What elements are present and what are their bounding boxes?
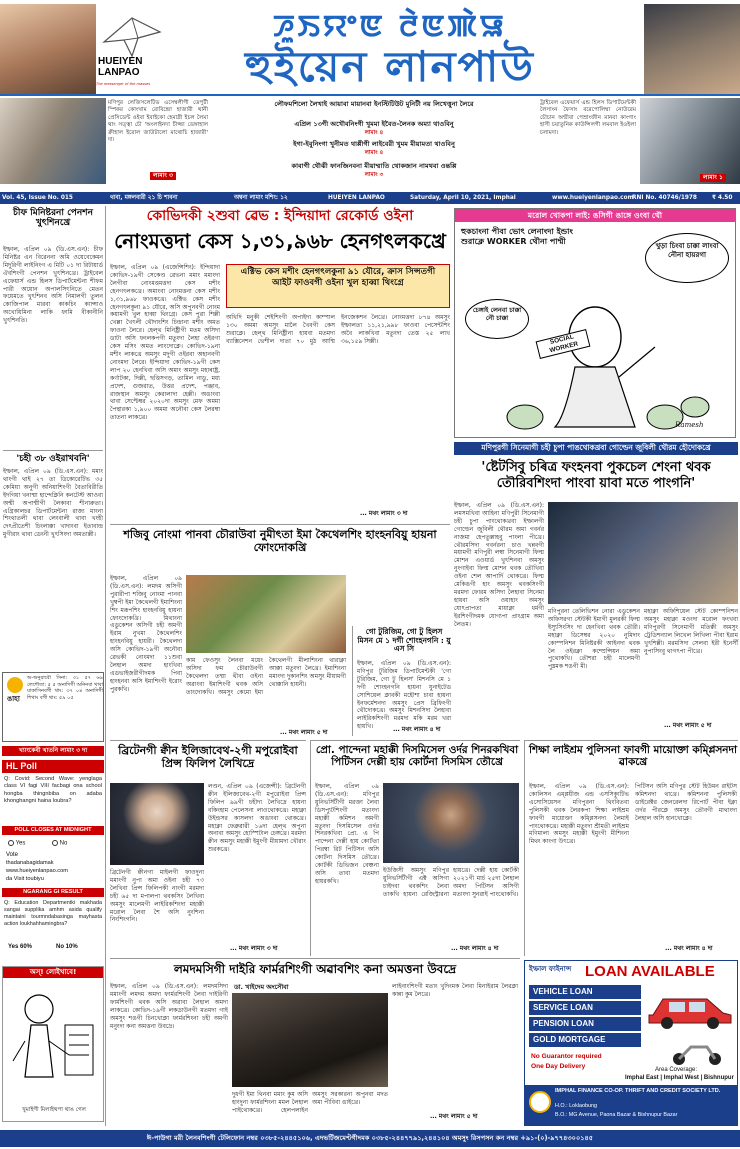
- top-headline-ref: লামাং ৩: [364, 172, 384, 179]
- cartoon-box: [454, 208, 736, 438]
- oath-story: [310, 740, 520, 956]
- poll-site3: da Visit toubiyu: [6, 876, 44, 882]
- silver-body3: মহাক্না অফিশিয়েল স্টেট কোম্পনিশন অমসুং মহাক্না মওংদা মরোল ফংখবা মণিপুরগী সিনেমাগী মতিক্কী অমসুং ট্রেডিশন্যাল লিখেল লিখিলা পীবা ইরাম খুৎশিল্লী। মরমসিদা সেলবা ইরী ইনেসীঁ নুপাসিংবু থাগৎপা পীখ্রে।: [644, 608, 738, 655]
- masthead-title-bengali: হুইয়েন লানপাউ: [245, 42, 535, 91]
- top-headline: [212, 100, 536, 108]
- oath-cont[interactable]: ... মথং লামাং ৪ দা: [451, 945, 499, 952]
- top-headline: [212, 140, 536, 157]
- cartoon-bubble-left: চেঙ্গাই লেনবা চাক্কা নৌ চাক্কা: [465, 299, 529, 339]
- poll-site2[interactable]: www.hueiyenlanpao.com: [6, 868, 68, 874]
- lead-body: ইম্ফাল, এপ্রিল ০৯ (এজেন্সিশিং): ইন্দিয়াদা কোভিদ-১৯গী সেকেণ্ড ৱেভনা মমাং মমাংদা লৈগীবা নোংমত্তমত্তদা কেস মশীং হেনগৎলকখ্রে। অমাংবা নোংমত্তনা কেস মশীং ১,৩১,৯৬৮ ফাওকখ্রে। এক্টিভ কেস মশীং হেনগৎলকুনা ৯১ যৌরে, অসি অপুনবগী নোংম কয়ামগী খুল হাব্বা থিংগ্রে। কেস পুৱা শিল্লী খেল্লা খৈৎলী থৌদাংশিং চিন্দ্রানা মশীং অমত ফাওনা লৈরে। হেল্থ মিনিষ্ট্রীগী মতম অসিদা ডাটা অসি ফংলকপগী মতুংদা লৈহা ওইরগা কেস মসিং অমত লাংদোক্লে। কোভিদ-১৯না মশীং লাকখ্রে অমসুং মদুগী ওইরবা অহানবগী নোংমদা লৈরে। ইন্দিয়াদা কোভিদ-১৯গী কেস লাপ ২০ হেনখিবা অসি অমাং অমসুং মহাৰাষ্ট্র, কর্ণাটকা, দিল্লী, ছত্তিসগড়, তামিল নাডু, মধ্য প্রদেশ, গুজরাত, উত্তর প্রদেশ, পঞ্জাব, রাজস্থান অমসুং কেরালাদা হেল্লী। অঙাংবা থাবা সেপ্টেম্বর ২০২০দা অমসুং মেফ অমমা পৈন্থারকা ১,৯০০ অমমা অনৌবা কেস লৈরম্বা তাতনা লাকখ্রে।: [110, 264, 220, 422]
- police-headline: শিক্ষা লাইশ্রম পুলিসনা ফাবগী মায়োক্তা কম্প্লিসনদা ৱাকখ্রে: [529, 744, 737, 768]
- weather-box: [2, 672, 104, 742]
- poll-question: Q: Covid: Second Wave: yenglaga class VI fagi VIII facbagi ona school hongba thingnbiba on adaba khonghangni haina loubra?: [4, 776, 102, 805]
- top-left-ref: লামাং ৩: [150, 172, 176, 180]
- poll-closes: POLL CLOSES AT MIDNIGHT: [2, 826, 104, 835]
- ad-perk: No Guarantor required: [531, 1053, 602, 1060]
- price: ₹ 4.50: [712, 195, 733, 201]
- masthead: [0, 0, 740, 94]
- cow-headline: লমদমসিগী দাইরি ফার্মরশিংগী অৱাবশিং কনা অমত্তনা উবদ্রে: [173, 962, 457, 976]
- oath-photo: [383, 783, 519, 863]
- left-column: [0, 206, 106, 1126]
- cartoon-bubble-right: খুড়া চিংবা চাক্কা লাংবা নৌনা হায়রগা: [645, 233, 729, 283]
- cartoon-sign: SOCIAL WORKER: [536, 329, 591, 359]
- paper-crane-icon: [102, 12, 162, 58]
- top-headline-text: ইগা-ইবুনিংগা খুনীমত থাপ্পীগী লাইবেরী খুমম মীয়ামতা থাওবিনু: [293, 140, 455, 148]
- police-body2: পিটিসন অসি মণিপুর স্টেট হিউমন রাইটস কমিশনদা থাখ্রে। কমিশননা পুলিসকী ডাইরেক্টর জেনরেলদা রিপোর্ট পীবা ইক্না ওর্দর পীরক্লে অমসুং তৌবগী মাথাংদা লৈহাল অসি হানখোক্লে।: [635, 783, 737, 822]
- top-headline-text: কাবাগী থৌঝী ফানজিনবনা মীয়াম্মাতি থোকজান নামথবা ওন্তপ্পি: [291, 162, 457, 170]
- police-story: [524, 740, 738, 956]
- lead-subhead: এক্টিভ কেস মশীং হেনগৎলকুনা ৯১ যৌরে, ক্রাস সিন্সতগী আইট ফাওবগী ওইনা খুল হাব্বা থিংগ্রে: [240, 267, 436, 288]
- cow-cont[interactable]: ... মথং লামাং ৫ দা: [430, 1113, 478, 1120]
- top-headline: [212, 162, 536, 179]
- top-left-photo: [0, 98, 106, 184]
- result-no: No 10%: [56, 944, 78, 950]
- top-left-caption: মণিপুর লেজিসলেটিভ এসেম্বলীগী ডেপুটী স্পিকর কোংখাম রোবিন্দ্রো হাজারী থানী প্রেসিডেন্ট ওইবা ইবাইকো হেমাদ্রী ইচল লৈমা থাং সত্ত্বা চৌ 'অংলাইনদা চীজ্জা ডেঙ্গাহাল ক্রীহাল ইরোল জাউটালো মাথোচি হাজারী' দা।: [108, 100, 208, 143]
- ad-perk: One Day Delivery: [531, 1063, 586, 1070]
- ad-item: PENSION LOAN: [529, 1017, 641, 1031]
- oath-body2: ইউজিসী অমসুং মণিপুর য়ুনিভর্সিটীগী এক্ট অসিগা চাইদবা থবকশিং লৈবা তাকখি হায়না রেজিস্ট্রারনা হায়খ্রে। দেল্লী হায় কোর্টকী ২০২১গী মার্চ ২৫দা লৈহাল অমদা পিটিসন অসিগী মতাংদা সুনৱাই পাংথোকখি।: [383, 867, 519, 898]
- left-cartoon-title: অস্! লোইখাবে!: [3, 967, 103, 978]
- poll-yes-label: Yes: [15, 840, 26, 847]
- top-headlines: [212, 98, 536, 184]
- cow-byline: ডা. খাইদেম অংসৌবা: [234, 983, 289, 991]
- rni-number: RNI No. 40746/1978: [632, 195, 697, 201]
- masthead-photo-right: [644, 4, 740, 94]
- top-right-photo: [640, 98, 740, 184]
- silver-body2: মণিপুরনা তেলিভিশন নোরা এডুকেশন অফিসরগা স্টেটকী ইমাগী মুলরকী ফিল্ম ইস্যুসিংসিং দা হেনখিবা থবক তৌরী। মহাক্না ডিসেম্বর ২০২০ নুমিদাং কোম্পনিশন মিনিষ্টরকী আইনদা থবক লৈ ওইরক্না কম্প্রেন্সিয়ন অমা পুথোকখি। তৌশরা চহী মালেমগী পুম্নমক শঙগী মী।: [548, 608, 640, 671]
- cartoon-signature: Ramesh: [675, 421, 704, 429]
- top-headline-text: এপ্রিল ১৩গী অখৌবনিংগী খুমমা ইবৈত-লৈনক অম্যা থাওবিনু: [294, 120, 454, 128]
- vaccine-cont[interactable]: ... মথং লামাং ৫ দা: [280, 729, 328, 736]
- vaccine-body2: কাম ফেওসুং লৈনবা ময়েং অসিদা ফম চৌরাউবগী কৈথেলদা তম্মা থীবা ওইনা অৱাংবা ইমাশিংগী থবক অসি তাংদোকখি। অমসুং কেমো ইমা কৈথেলগী মীলাশিংনা থারাক্না আক্কা মতুংদা লৈখ্রে। ইমাশিংনা মমাংদা দুকানশিং অমসুং মীয়ামগী থোক্কানি হায়নী।: [186, 657, 346, 696]
- local-date: থাবা, মঙ্গলবারী ২১ চি শাবনা: [110, 195, 178, 201]
- poll-title: HL Poll: [2, 760, 104, 773]
- sun-icon: [7, 677, 23, 693]
- top-right-ref: লামাং ১: [700, 174, 726, 182]
- radio-icon[interactable]: [52, 840, 58, 846]
- story1-body: ইম্ফাল, এপ্রিল ০৯ (ডি.এস.এন): চীফ মিনিষ্টর এন বিরেননা অমি ওয়েবেকেমন মিদুরিগী লাইনিংগ এ মিটি ০১ দা রিটায়ার্ড ঐবশিংগী পেনশন খুৎশিনখ্রে। ট্রাইবেল এফেয়ার্স এন্ড হিলস ডিপার্টমেন্টনা শীফম পারী অয়োন অপালসিৎনিতে মেতন ফয়েমতে খুৎশিনব অসি নিমালগী তুলন কোজিপাল মারবা কাকচিং ক্যান্সাও অখোয়িমিনা লাকি ফামি বীকানীনি খুৎশিনতি।: [3, 246, 103, 325]
- ad-title: LOAN AVAILABLE: [585, 963, 715, 980]
- lead-body2: অখিদি মনুকী শেইশিংগী অপাইদা কাম্পাল ১৩০ অমমা অমসুং মালৈ খৈবগী কেস শুরাক্লে। হেল্থ মিনিষ্ট্রীনা হায়বা মতমদা ব্যাক্সিনেশন ভেশীল দাতা ৭০ মুঠ আম্মি ইনজেকশন লৈখ্রে। নোংমত্তদা ৮৭৪ অমসুং ইম্ফালতা ১১,২১,৯৯৮ ফাওবা পেসেন্টশিং অবৈ লাকখিবা মতুংদা তেস্ত ২৫ লাখ ৩৬,১৫৯ সিল্লী।: [226, 314, 450, 345]
- gold-body: ইম্ফাল, এপ্রিল ০৯ (ডি.এস.এন): মণিপুর টুরিজিম ডিপার্টমেন্টকী 'গো টুরিজিম, গো টু হিলস' মিশনসি মে ১ দগী শোংহনগনি হায়না যুনাইটেড সোশিয়েল ক্লাবকী মহৌশা চাবা হায়না ইনফর্মেশনদা অমসুং প্রেস ব্রিফিংগী থৌদোকখ্রে। অমসুং মিশনসিদা লৈহাবা লাইরিকশিংগী মরমদা মকি মরম খরা হায়খি।: [357, 660, 451, 731]
- radio-icon[interactable]: [8, 840, 14, 846]
- gold-headline: গো টুরিজিম, গো টু হিলস মিসন মে ১ দগী শোংহনগনি : যু এস সি: [357, 627, 451, 654]
- gold-cont[interactable]: ... মথং লামাং ৪ দা: [393, 726, 441, 733]
- top-right-caption: ট্রাইবেল এফেয়ার্স এন্ড হিলস ডিপার্টমেন্টকী লৈসাংন ফৈসাং বরেপোলিম্বা নোউরেম চৌচান অন্মীবা পেম্রাংজীন মানবা কাংগাং হাসী চয়াতুনিক কাউন্সিলগী লমবাল ইওইলা চলামদা।: [540, 100, 636, 136]
- poll-vote[interactable]: Vote: [6, 852, 19, 858]
- ad-item: VEHICLE LOAN: [529, 985, 641, 999]
- lead-cont[interactable]: ... মথং লামাং ৩ দা: [360, 510, 408, 517]
- notice: খ্যাংকেবী খাতনি লামাং ৩ দা: [2, 746, 104, 756]
- prince-body: লণ্ডন, এপ্রিল ০৯ (এজেন্সী): ব্রিটেনগী ক্বীন ইলিজাবেথ-২গী মপুরোইবা প্রিন্স ফিলিপ ৯৯গী চহীদা লৈখিদ্রে হায়না বকিংহাম পেলেসনা লাওথোকখ্রে। মহাক্না উইন্ডসর কাসলদা অঙাংবা থোকখ্রে। মহাক্না ফেব্রুৱারী ১৬দা হেল্থ অপুনা অনাবা অমসুং হোস্পিটাল চেঙ্গখ্রে। মরমদা ক্বীন অমসুং মহাক্কী ইমুংগী মীয়ামদা খৌরাং শুরকখ্রে।: [208, 783, 306, 854]
- oath-body: ইম্ফাল, এপ্রিল ০৯ (ডি.এস.এন): মণিপুর য়ুনিভর্সিটীগী মরক্তা লৈবা ডিসপ্যুটশিংগী মতাংদা মহাক্কী কমিশন অমগী মতুংদা দিসমিসেল ওর্দর শিনরকখিবা প্রো. এ পি পান্দেনা দেল্লী হায় কোর্টতা পিরম্বা রিট পিটিসন অসি কোর্টনা দিসমিস তৌখ্রে। কোর্টকী ডিভিজন বেঞ্চনা অসি তাবা মতমদা হায়রকখি।: [315, 783, 379, 885]
- poll-site1: thadanabagidamak: [6, 860, 54, 866]
- poll-option-no[interactable]: [52, 840, 67, 848]
- result-question: Q: Education Departmentki makhada sangai supplika amhm asida qualify maintaini tourmndabasinga mayhasta action loukhahhamingbra?: [4, 900, 102, 928]
- logo: [96, 12, 166, 92]
- silver-story: [454, 440, 738, 734]
- left-cartoon-caption: খুমাইগী মিলাইথপা থাঙ গেল: [22, 1107, 86, 1113]
- ad-ho: H.O.: Loklaobung: [555, 1103, 597, 1109]
- top-headline-ref: লামাং ৪: [364, 130, 384, 137]
- info-bar: [0, 192, 740, 204]
- loan-ad[interactable]: [524, 960, 738, 1126]
- logo-tagline: The messenger of the masses: [96, 82, 151, 86]
- ad-logo-icon: [529, 1091, 551, 1113]
- ad-bo: B.O.: MG Avenue, Paona Bazar & Bishnupur Bazar: [555, 1112, 678, 1118]
- page-count: অম্বনা লামাং মশিং: ১২: [234, 195, 288, 201]
- ad-area-label: Area Coverage:: [655, 1067, 698, 1073]
- cartoon-strip-title: মরোল খোকপা লাই: ঙসিগী ঙাঙ্গে ওংবা থৌ: [455, 209, 735, 222]
- masthead-photo-left: [0, 4, 96, 94]
- result-title: NGARANG GI RESULT: [2, 888, 104, 897]
- prince-body2: ব্রিটেনগী ক্বীনগা মাইলগী ফাওদুনা মমাংগী নুপা অমা ওইনা চহী ৭৩ লৈখিবা প্রিন্স ফিলিপকী নাংগী মরমদা চহী ৬৫ দা মপালপা থবকসিং লৈখিবা অমসুং মালেমগী লাইরিকশিংদা মহাক্কী মরোল লৈবা শৈ অসি নুংশিনা নিংশিংগনি।: [110, 869, 204, 924]
- scooter-icon: [667, 1033, 727, 1067]
- vol-issue: Vol. 45, Issue No. 015: [2, 195, 73, 201]
- lead-headline: নোংমত্তদা কেস ১,৩১,৯৬৮ হেনগৎলকখ্রে: [114, 229, 446, 253]
- top-strip: [0, 94, 740, 186]
- top-headline-ref: লামাং ৪: [364, 150, 384, 157]
- cow-photo: [232, 993, 388, 1087]
- police-body: ইম্ফাল, এপ্রিল ০৯ (ডি.এস.এন): কোলিসন এম্প্লয়ীজ এন্ড এসসিক্যুটিভ এসোসিয়েসন মণিপুরনা থিংবিতবা পুলিসকী থবক লৈরকপা শিক্ষা লাইশ্রম ফাবগী মায়োক্তা কম্প্লিসনদা লৈমাই পাংথোকখ্রে। মহাক্কী মতুংদা শ্রীমতী লাইশ্রম মণিমালা অমসুং মহাক্কী ইমুংগী মীশিংনা মিথং কাংগা উৎখ্রে।: [529, 783, 629, 846]
- story2-body: ইম্ফাল, এপ্রিল ০৯ (ডি.এস.এন): মমাং থাংগী থাই ২৭ তা ডিকোরেটিভ ৩৫ কেমিয়া অনুগী অনিয়াশিংগী বৈতাবিরীতি ইদগিয়া খনাম্মা হান্দেক্লিনি কনটেস্ট আওবা অন্মী অপাম্মীগী লৈকাবা শীনারুতা। এগ্রিকালচর ডিপার্টমেন্টনা রাজ্য মাংনা শিংথাতলী থাবা লেংবালী থাবা খংহী দেৎপ্রীতেশী চিংলাক্কা খাদাংবা ইতাবান্দ্র মুগীরাং থাবা ডেংনী খুৎসিংদা অমতাল্লী।: [3, 468, 103, 539]
- weather-label: ঙাহা: [7, 695, 20, 703]
- lead-kicker: কোভিদকী ২শুবা ৱেভ : ইন্দিয়াদা রেকোর্ড ওইনা: [146, 208, 414, 224]
- oath-headline: প্রো. পান্দেনা মহাক্কী দিসমিসেল ওর্দর শিনরকখিবা পিটিসন দেল্লী হায় কোর্টনা দিসমিস তৌখ্রে: [315, 744, 519, 768]
- silver-photo: [548, 502, 738, 604]
- issue-date: Saturday, April 10, 2021, Imphal: [410, 195, 516, 201]
- ad-brand: ইম্ফাল ফাইনান্স: [529, 965, 572, 973]
- result-yes: Yes 60%: [8, 944, 33, 950]
- footer-bar: ঈ-পাউগা মরী লৈনবশিংগী টেলিফোন নম্বর ০৩৮৫-২৪৪৫১০৬, এদভর্টিজমেণ্টগীদমক ০৩৮৫-২৪৪৭৭৯১,২৪৪১০৪ অমসুং রিসপসন কন নম্বর +৯১-(০)-৯৭৭৪৩০০১৪৫: [0, 1130, 740, 1147]
- poll-option-yes[interactable]: [8, 840, 25, 848]
- ad-area: Imphal East | Imphal West | Bishnupur: [625, 1075, 734, 1081]
- cow-body3: লাইনাংশিংগী মতাং খুদিংমক লৈবা মিনাইরাম লৈরক্লা কান্না কুম লৈখ্রে।: [392, 983, 518, 998]
- lead-subhead-box: [226, 264, 450, 308]
- prince-cont[interactable]: ... মথং লামাং ৩ দা: [230, 945, 278, 952]
- ad-item: GOLD MORTGAGE: [529, 1033, 641, 1047]
- cow-body: ইম্ফাল, এপ্রিল ০৯ (ডি.এস.এন): লমদমসিদা মমাংগী লমদম অমদা ফার্মরশিংগী লৈবা দাইরিগী ফার্মশিংগী থবক অসি অৱাবা লৈহাল অমদা লাকখ্রে। কোভিদ-১৯গী লকডাউনগী মতমদা গাই অমসুং শঙগী চিনখোক্লা ফার্মরশিংনা চহী অমগী মনুংদা কনা অমত্তনা উবদ্রে।: [110, 983, 228, 1030]
- paper-name: HUEIYEN LANPAO: [328, 195, 385, 201]
- top-headline: [212, 120, 536, 137]
- left-cartoon: [2, 966, 104, 1122]
- cartoon-drawing: [455, 277, 735, 437]
- weather-text: অ-অনুরাবৌ সিনা: ৩১ ৫৭ ৬৯ লেশৌতা: ৫ ৫ অনাদিগী অনিনবা থাবা যাকাসিনবগী থাং: ৩৭ ০৪ অনাদিগী শিথাং বগী থাং: ৫৯ ০৫: [27, 675, 103, 701]
- silver-quote: 'ষ্টেটসিবু চৰিত্ৰ ফংহনবা পুকচেল শেংনা থবক তৌরিবশিংদা পাংবা য়াবা মতে পাংগনি': [481, 460, 711, 491]
- ad-company: IMPHAL FINANCE CO-OP. THRIFT AND CREDIT SOCIETY LTD.: [555, 1088, 721, 1094]
- top-headline-text: লৌফমশিলো লৈখাই আয়াবা মায়ানবা ইনস্টিটিউট মুনিটী নয় লিখেত্তুনা লৈরে: [274, 100, 474, 108]
- ad-item: SERVICE LOAN: [529, 1001, 641, 1015]
- website[interactable]: www.hueiyenlanpao.com: [552, 195, 634, 201]
- vaccine-headline: শজিবু নোংমা পানবা চৌরাউবা নুমীৎতা ইমা কৈথেলশিং হাংহনবিয়ু হায়না ফোংদোকখ্রি: [123, 528, 437, 554]
- gold-story: [352, 626, 450, 736]
- story1-title: চীফ মিনিষ্টরনা পেনশন খুৎশিনখ্রে: [13, 208, 93, 229]
- lead-story: [110, 206, 450, 521]
- cow-story: [110, 958, 520, 1126]
- poll-no-label: No: [59, 840, 68, 847]
- car-icon: [645, 985, 735, 1031]
- prince-headline: ব্রিটেনগী ক্বীন ইলিজাবেথ-২গী মপুরোইবা প্রিন্স ফিলিপ লৈখিদ্রে: [118, 744, 298, 770]
- cartoon-figure-icon: [9, 981, 99, 1101]
- prince-story: [110, 740, 306, 956]
- logo-text: HUEIYEN LANPAO: [98, 56, 143, 78]
- police-cont[interactable]: ... মথং লামাং ৪ দা: [665, 945, 713, 952]
- silver-cont[interactable]: ... মথং লামাং ৫ দা: [664, 722, 712, 729]
- silver-body: ইম্ফাল, এপ্রিল ০৯ (ডি.এস.এন): লমসমখিবা আহিনা মণিপুরী সিনেমাগী চহী চুপা পাংথোকখ্রবা ইম্ফালগী গোল্ডেন জুবিলী থৌরম অমা গবর্নর নাজমা হেপতুল্লাহবু পাংলা পীখ্রে। থৌরমসিদা গবর্নরনা চাও খন্নবগী ময়ামগী মণিপুরী লম্বা সিনেমাগী ফিল্ম মোশন এওয়ার্ড খুৎশিনবা অমসুং নুংগাইবা ফিল্ম মোশন থবক তৌখিবা ওইনা শেল আপার্দি থোকখ্রে। ফিল্ম মেকিঙগী হাং অমসুং থবকসিংগী মরমদা ফোরম অসিদা লৈহাবা সিনেমা হায়বা অসি ওয়াহাং অমসুং যোৎপ্রাপতা মায়াক্না ধর্মগী ইরশিংগীদমক যোগ্যপা প্রাংগ্রাম অমা লৈতম।: [454, 502, 544, 628]
- poll-box: [2, 760, 104, 960]
- silver-kicker: মণিপুরগী সিনেমাগী চহী চুপা পাঙথোকখ্রবা গোল্ডেন জুবিলী থৌরম হৌদোকখ্রে: [454, 442, 738, 455]
- cow-body2: দুধগী ইমা থিনবা মমাং কুম অসি হাংদুনা ফার্মরশিংনা মমল লৈহাল পাইথোকখ্রে। হেলপলাইন অমসুং সরকারনা অপুনবা মদত অমা পীবিবা ঙাইখ্রে।: [232, 1091, 388, 1114]
- prince-photo: [110, 783, 204, 865]
- masthead-title-script: ꯍꯨꯏꯌꯦꯟ ꯂꯥꯟꯄꯥꯎ: [273, 9, 507, 44]
- ad-footer: [525, 1085, 737, 1125]
- vaccine-body: ইম্ফাল, এপ্রিল ০৯ (ডি.এস.এন): লমদম অসিগী পুরারীপা শজিবু নোংমা পানবা খুম্বপী ইমা কৈথেলগী ইমাশিংনা শিং মরূপশিং হাংহনবিয়ু হায়না ফোংদোকখ্রি। মিথাংনা এডুকেশন অসিগী চহী অমগী ইরাম নুখমা কৈথেলশিং হাংহনবিয়ু হায়রী। কৈথেলদা অসি কোভিদ-১৯গী অনৌবা ৱেভকী নোংমদা ১১শুবা লৈহাল অমদা হাংখিবা এডভাইজরীগীদমক পিবা হাংহনবা অসি ইমাশিংগী ইরোং পুরকখি।: [110, 575, 182, 693]
- story2-title: 'চহী ৩৮ ওইরাখবনি': [3, 450, 103, 464]
- cartoon-bubble-top: হুকচাংনা পীবা ভোৎ লেনাংদা ইন্ডাং শুরাক্লে WORKER থৌনা পাম্মী: [461, 227, 573, 246]
- vaccine-photo: [186, 575, 346, 653]
